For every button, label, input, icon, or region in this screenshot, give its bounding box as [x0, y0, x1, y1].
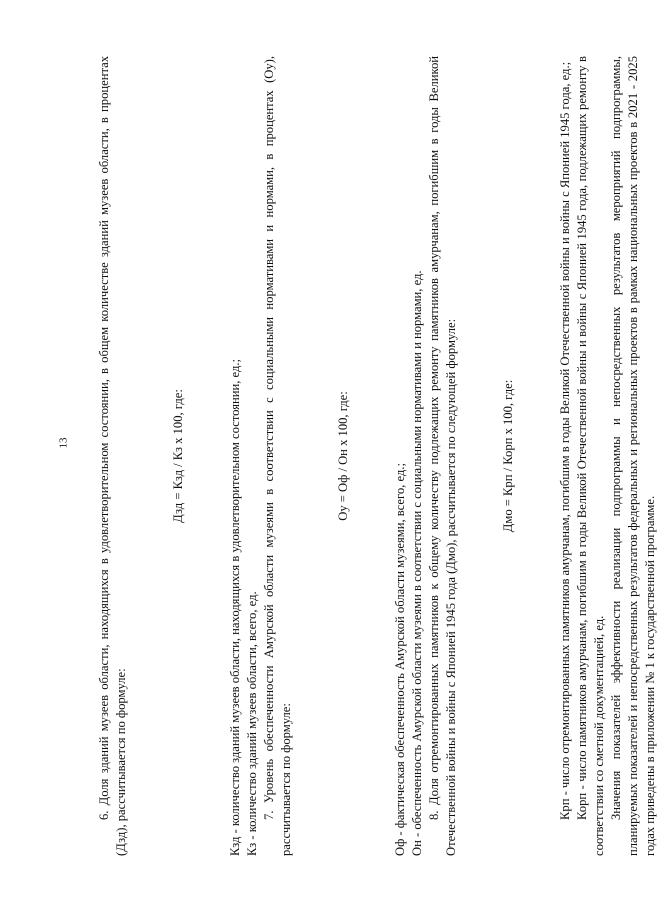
closing-paragraph: Значения показателей эффективности реализации подпрограммы и непосредственных результатов мероприятий подпрограммы, планируемых показателей и непосредственных результатов федеральных и региональных проектов в рамках национальных проектов в 2021 - 2025 годах приведены в приложении № 1 к государственной программе.: [609, 56, 657, 856]
definition-kz: Кз - количество зданий музеев области, всего, ед.: [245, 591, 259, 856]
page-number: 13: [57, 437, 70, 449]
formula-museum-provision: Оу = Оф / Он х 100, где:: [336, 391, 350, 521]
definition-korp: Корп - число памятников амурчанам, погибшим в годы Великой Отечественной войны и войны с Японией 1945 года, подлежащих ремонту в соответствии со сметной документацией, ед.: [575, 56, 606, 856]
definition-krp: Крп - число отремонтированных памятников амурчанам, погибшим в годы Великой Отечественной войны и войны с Японией 1945 года, ед.;: [558, 61, 572, 820]
section-8-paragraph: 8. Доля отремонтированных памятников к общему количеству подлежащих ремонту памятников амурчанам, погибшим в годы Великой Отечественной войны и войны с Японией 1945 года (Дмо), рассчитывается по следующей формуле:: [427, 56, 458, 856]
formula-building-share: Дзд = Кзд / Кз х 100, где:: [171, 389, 185, 523]
section-6-paragraph: 6. Доля зданий музеев области, находящихся в удовлетворительном состоянии, в общем количестве зданий музеев области, в процентах (Дзд), рассчитывается по формуле:: [97, 56, 128, 856]
definition-of: Оф - фактическая обеспеченность Амурской области музеями, всего, ед.;: [393, 463, 407, 856]
definition-kzd: Кзд - количество зданий музеев области, находящихся в удовлетворительном состоянии, ед.;: [228, 358, 242, 856]
formula-monument-repair: Дмо = Крп / Корп х 100, где:: [501, 379, 515, 533]
rotated-text-block: [96, 56, 657, 856]
definition-on: Он - обеспеченность Амурской области музеями в соответствии с социальными нормативами и нормами, ед.: [410, 270, 424, 856]
section-7-paragraph: 7. Уровень обеспеченности Амурской области музеями в соответствии с социальными нормативами и нормами, в процентах (Оу), рассчитывается по формуле:: [262, 56, 293, 856]
